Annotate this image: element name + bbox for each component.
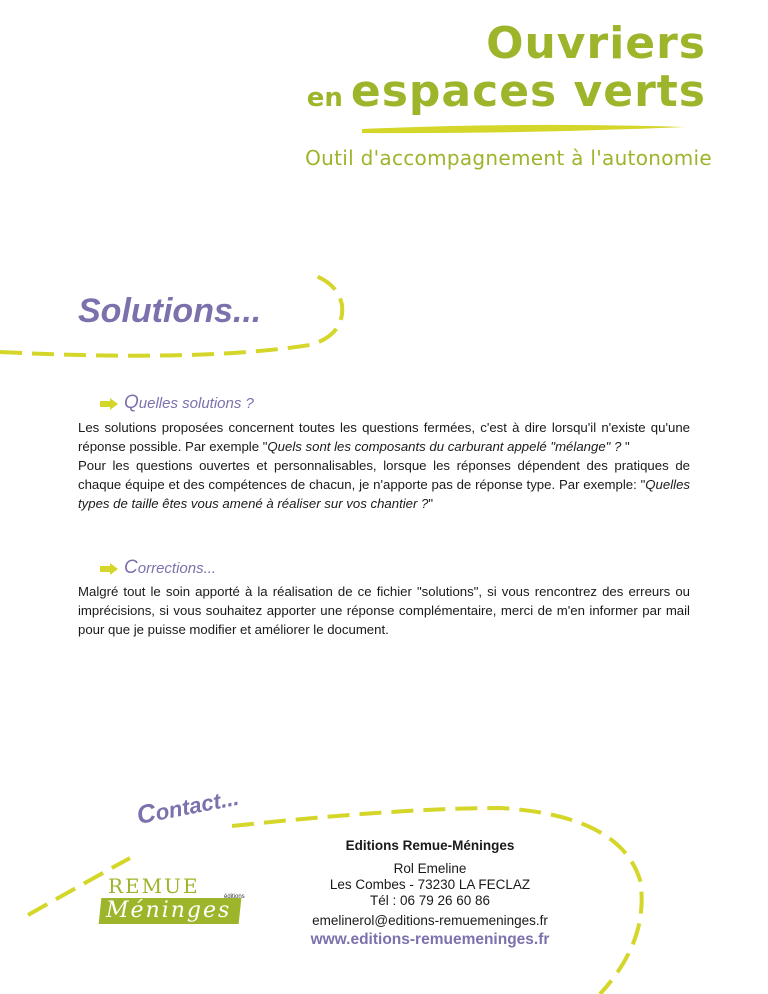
logo-editions: éditions <box>224 894 245 900</box>
quelles-p1-close: " <box>621 439 630 454</box>
corrections-heading-text: orrections... <box>137 560 217 577</box>
corrections-heading <box>100 557 216 579</box>
remue-meninges-logo <box>100 870 260 930</box>
title-line2 <box>306 66 706 117</box>
contact-label-text: ontact... <box>153 784 241 826</box>
quelles-p2-close: " <box>428 496 434 511</box>
quelles-p1-example: Quels sont les composants du carburant appelé "mélange" ? <box>267 439 622 454</box>
title-espaces-verts: espaces verts <box>350 66 706 117</box>
contact-email[interactable]: emelinerol@editions-remuemeninges.fr <box>312 913 548 928</box>
corrections-paragraph: Malgré tout le soin apporté à la réalisation de ce fichier "solutions", si vous rencontrez des erreurs ou imprécisions, si vous souhaitez apporter une réponse complémentaire, merci de m'en informer par mail pour que je puisse modifier et améliorer le document. <box>78 584 690 637</box>
contact-phone: Tél : 06 79 26 60 86 <box>369 893 491 908</box>
quelles-p2-text: Pour les questions ouvertes et personnalisables, lorsque les réponses dépendent des pratiques de chaque équipe et des compétences de chacun, je n'apporte pas de réponse type. Par exemple: " <box>78 458 690 492</box>
contact-website-link[interactable]: www.editions-remuemeninges.fr <box>310 931 550 948</box>
quelles-paragraph <box>78 418 690 513</box>
title-ouvriers: Ouvriers <box>486 18 706 69</box>
quelles-p2-example: Quelles types de taille êtes vous amené à réaliser sur vos chantier ? <box>78 477 690 511</box>
quelles-heading-text: uelles solutions ? <box>138 395 254 412</box>
corrections-heading-cap: C <box>124 557 138 578</box>
contact-company: Editions Remue-Méninges <box>345 838 515 853</box>
contact-address: Les Combes - 73230 LA FECLAZ <box>329 877 531 892</box>
quelles-heading-cap: Q <box>124 392 139 413</box>
quelles-p1-text: Les solutions proposées concernent toutes les questions fermées, c'est à dire lorsqu'il n'existe qu'une réponse possible. Par exemple " <box>78 420 690 454</box>
title-en: en <box>306 83 343 113</box>
logo-remue: REMUE <box>108 874 200 898</box>
contact-name: Rol Emeline <box>393 861 467 876</box>
contact-block <box>290 838 570 948</box>
quelles-heading <box>100 392 254 414</box>
solutions-title: Solutions... <box>78 292 262 330</box>
arrow-right-icon <box>100 398 118 410</box>
header-underline <box>362 125 685 133</box>
subtitle: Outil d'accompagnement à l'autonomie <box>305 146 712 170</box>
arrow-right-icon <box>100 563 118 575</box>
contact-label-cap: C <box>134 796 159 831</box>
logo-meninges: Méninges <box>106 898 232 923</box>
